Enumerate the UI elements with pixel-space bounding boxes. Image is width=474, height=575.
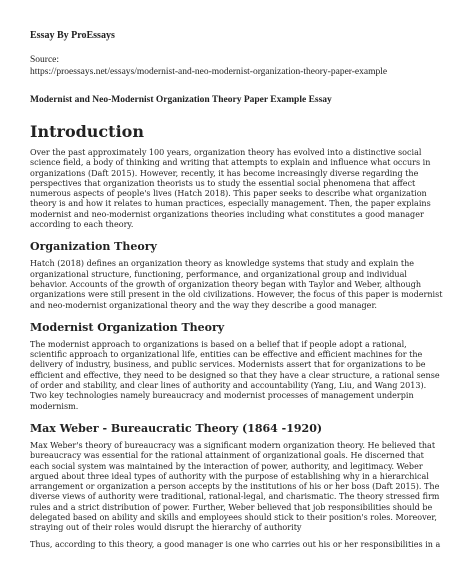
introduction-heading: Introduction xyxy=(30,122,144,141)
source-label: Source: xyxy=(30,55,60,65)
organization-theory-heading: Organization Theory xyxy=(30,240,157,254)
concluding-paragraph: Thus, according to this theory, a good manager is one who carries out his or her responsibilities in a xyxy=(30,539,441,549)
modernist-theory-paragraph: The modernist approach to organizations is based on a belief that if people adopt a rational, scientific approach to organizational life, entities can be effective and efficient machines for the delivery of industry, business, and public services. Modernists assert that for organizations to be efficient and effective, they need to be designed so that they have a clear structure, a rational sense of order and stability, and clear lines of authority and accountability (Yang, Liu, and Wang 2013). Two key technologies namely bureaucracy and modernist processes of management underpin modernism. xyxy=(30,339,440,411)
document-title: Modernist and Neo-Modernist Organization Theory Paper Example Essay xyxy=(30,95,332,105)
weber-theory-paragraph: Max Weber's theory of bureaucracy was a significant modern organization theory. He believed that bureaucracy was essential for the rational attainment of organizational goals. He discerned that each social system was maintained by the interaction of power, authority, and legitimacy. Weber argued about three ideal types of authority with the purpose of establishing why in a hierarchical arrangement or organization a person accepts by the institutions of his or her boss (Daft 2015). The diverse views of authority were traditional, rational-legal, and charismatic. The theory stressed firm rules and a strict distribution of power. Further, Weber believed that job responsibilities should be delegated based on ability and skills and employees should stick to their position's roles. Moreover, straying out of their roles would disrupt the hierarchy of authority xyxy=(30,440,440,533)
introduction-paragraph: Over the past approximately 100 years, organization theory has evolved into a distinctive social science field, a body of thinking and writing that attempts to explain and influence what occurs in organizations (Daft 2015). However, recently, it has become increasingly diverse regarding the perspectives that organization theorists us to study the essential social phenomena that affect numerous aspects of people's lives (Hatch 2018). This paper seeks to describe what organization theory is and how it relates to human practices, especially management. Then, the paper explains modernist and neo-modernist organizations theories including what constitutes a good manager according to each theory. xyxy=(30,148,431,230)
modernist-theory-heading: Modernist Organization Theory xyxy=(30,320,225,334)
site-name: Essay By ProEssays xyxy=(30,30,115,41)
weber-theory-heading: Max Weber - Bureaucratic Theory (1864 -1920) xyxy=(30,421,323,435)
organization-theory-paragraph: Hatch (2018) defines an organization theory as knowledge systems that study and explain the organizational structure, functioning, performance, and organizational group and individual behavior. Accounts of the growth of organization theory began with Taylor and Weber, although organizations were still present in the old civilizations. However, the focus of this paper is modernist and neo-modernist organizational theory and the way they describe a good manager. xyxy=(30,259,443,310)
source-url[interactable]: https://proessays.net/essays/modernist-and-neo-modernist-organization-theory-paper-example xyxy=(30,67,388,77)
